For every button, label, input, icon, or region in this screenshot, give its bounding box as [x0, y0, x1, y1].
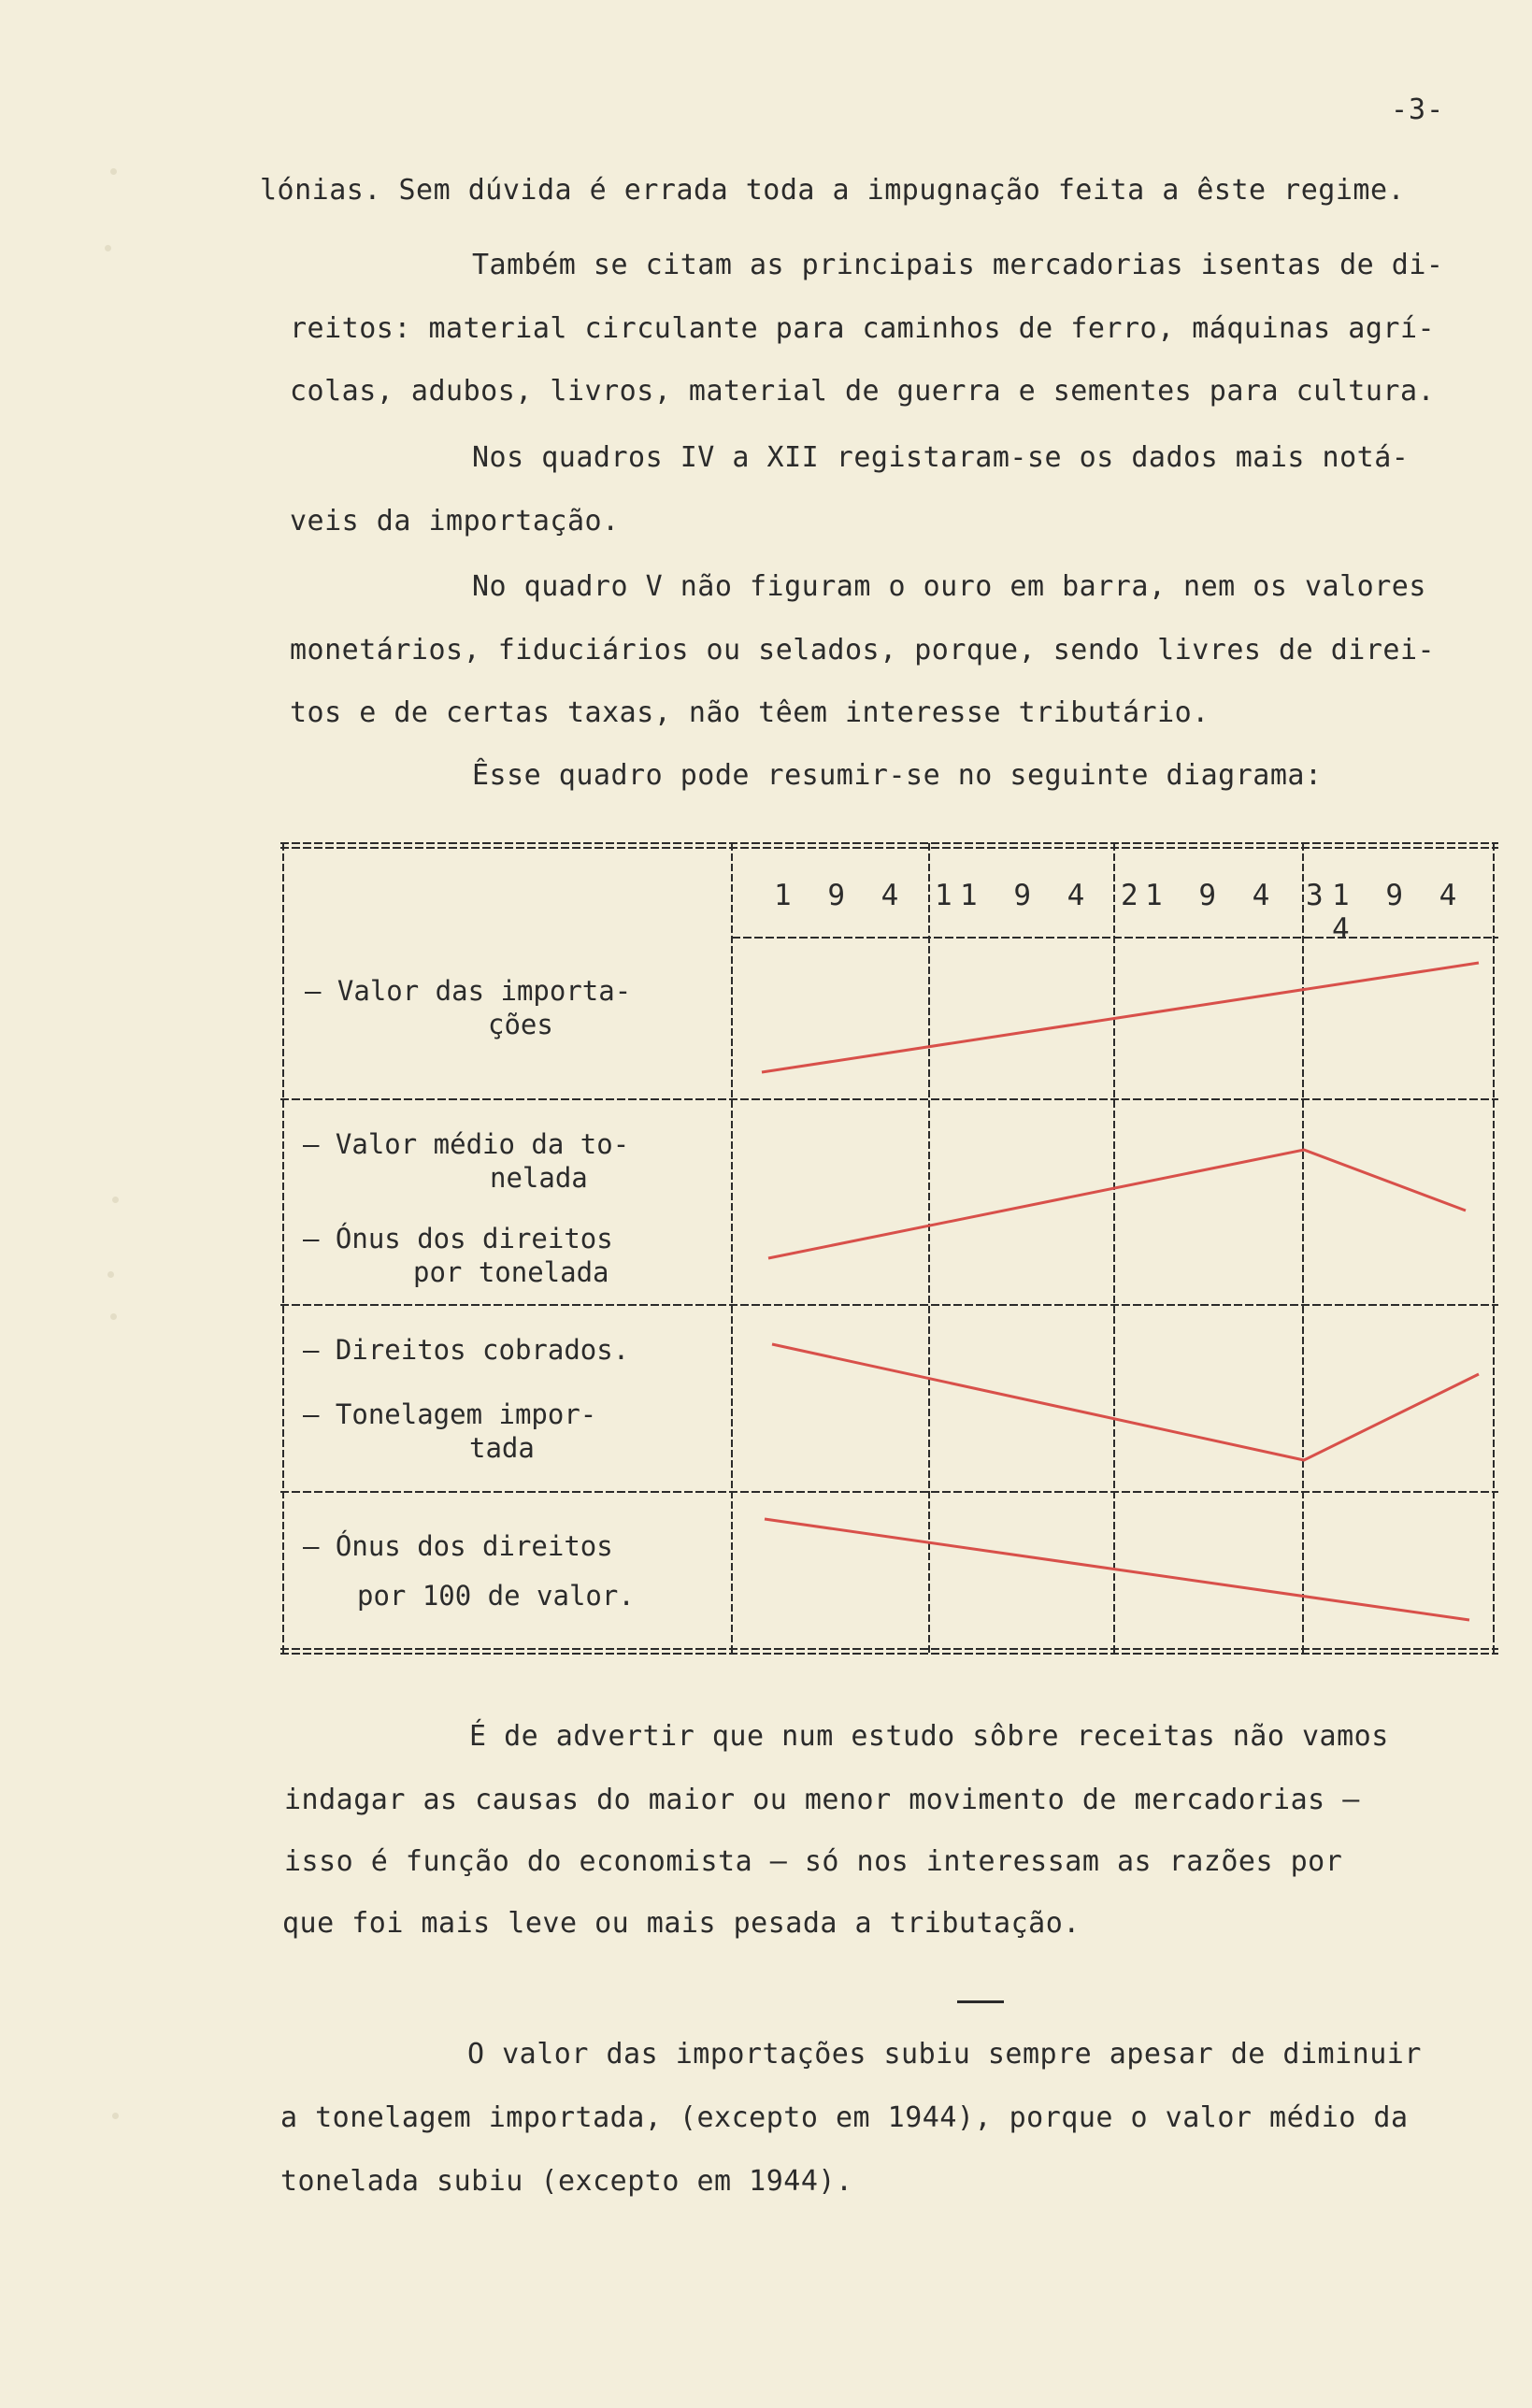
paragraph-line: veis da importação. — [290, 505, 620, 538]
row-label: por tonelada — [413, 1256, 609, 1288]
section-divider — [957, 2000, 1004, 2003]
diagram-table — [280, 841, 1498, 1655]
trend-line-valor-importacoes — [762, 963, 1479, 1072]
row-label: — Ónus dos direitos — [303, 1530, 613, 1562]
punch-mark — [112, 1197, 119, 1203]
paragraph-line: monetários, fiduciários ou selados, porque, sendo livres de direi- — [290, 634, 1436, 666]
row-label: — Valor médio da to- — [303, 1128, 630, 1160]
row-label: — Direitos cobrados. — [303, 1334, 630, 1366]
paragraph-line: Também se citam as principais mercadorias isentas de di- — [472, 249, 1444, 281]
punch-mark — [107, 1271, 114, 1278]
page-number: -3- — [1391, 93, 1445, 126]
paragraph-line: isso é função do economista — só nos interessam as razões por — [284, 1845, 1343, 1878]
trend-line-onus-valor — [765, 1519, 1469, 1620]
paragraph-line: tos e de certas taxas, não têem interesse tributário. — [290, 696, 1210, 729]
punch-mark — [112, 2113, 119, 2119]
paragraph-line: O valor das importações subiu sempre apesar de diminuir — [467, 2038, 1422, 2071]
paragraph-line: É de advertir que num estudo sôbre receitas não vamos — [469, 1720, 1389, 1753]
row-label: — Valor das importa- — [305, 975, 632, 1007]
punch-mark — [110, 168, 117, 175]
paragraph-line: reitos: material circulante para caminhos de ferro, máquinas agrí- — [290, 312, 1436, 345]
year-header-1944: 1 9 4 4 — [1332, 879, 1467, 946]
paragraph-line: Êsse quadro pode resumir-se no seguinte diagrama: — [472, 759, 1323, 792]
row-label: nelada — [490, 1162, 588, 1194]
paragraph-line: tonelada subiu (excepto em 1944). — [280, 2165, 853, 2198]
row-label: por 100 de valor. — [357, 1580, 635, 1612]
punch-mark — [110, 1313, 117, 1320]
paragraph-line: colas, adubos, livros, material de guerra e sementes para cultura. — [290, 375, 1436, 408]
paragraph-line: indagar as causas do maior ou menor movimento de mercadorias — — [284, 1784, 1360, 1816]
year-header-1942: 1 9 4 2 — [960, 879, 1148, 912]
row-label: — Ónus dos direitos — [303, 1223, 613, 1254]
punch-mark — [105, 245, 111, 251]
paragraph-line: lónias. Sem dúvida é errada toda a impugnação feita a êste regime. — [260, 174, 1406, 207]
year-header-1941: 1 9 4 1 — [774, 879, 962, 912]
paragraph-line: Nos quadros IV a XII registaram-se os dados mais notá- — [472, 441, 1410, 474]
paragraph-line: No quadro V não figuram o ouro em barra, nem os valores — [472, 570, 1426, 603]
year-header-1943: 1 9 4 3 — [1145, 879, 1333, 912]
paragraph-line: que foi mais leve ou mais pesada a tributação. — [282, 1907, 1081, 1940]
row-label: tada — [469, 1432, 535, 1464]
row-label: ções — [488, 1009, 553, 1040]
trend-line-direitos-tonelagem — [772, 1344, 1479, 1460]
paragraph-line: a tonelagem importada, (excepto em 1944), porque o valor médio da — [280, 2101, 1409, 2134]
trend-line-valor-medio — [768, 1150, 1466, 1258]
row-label: — Tonelagem impor- — [303, 1398, 597, 1430]
